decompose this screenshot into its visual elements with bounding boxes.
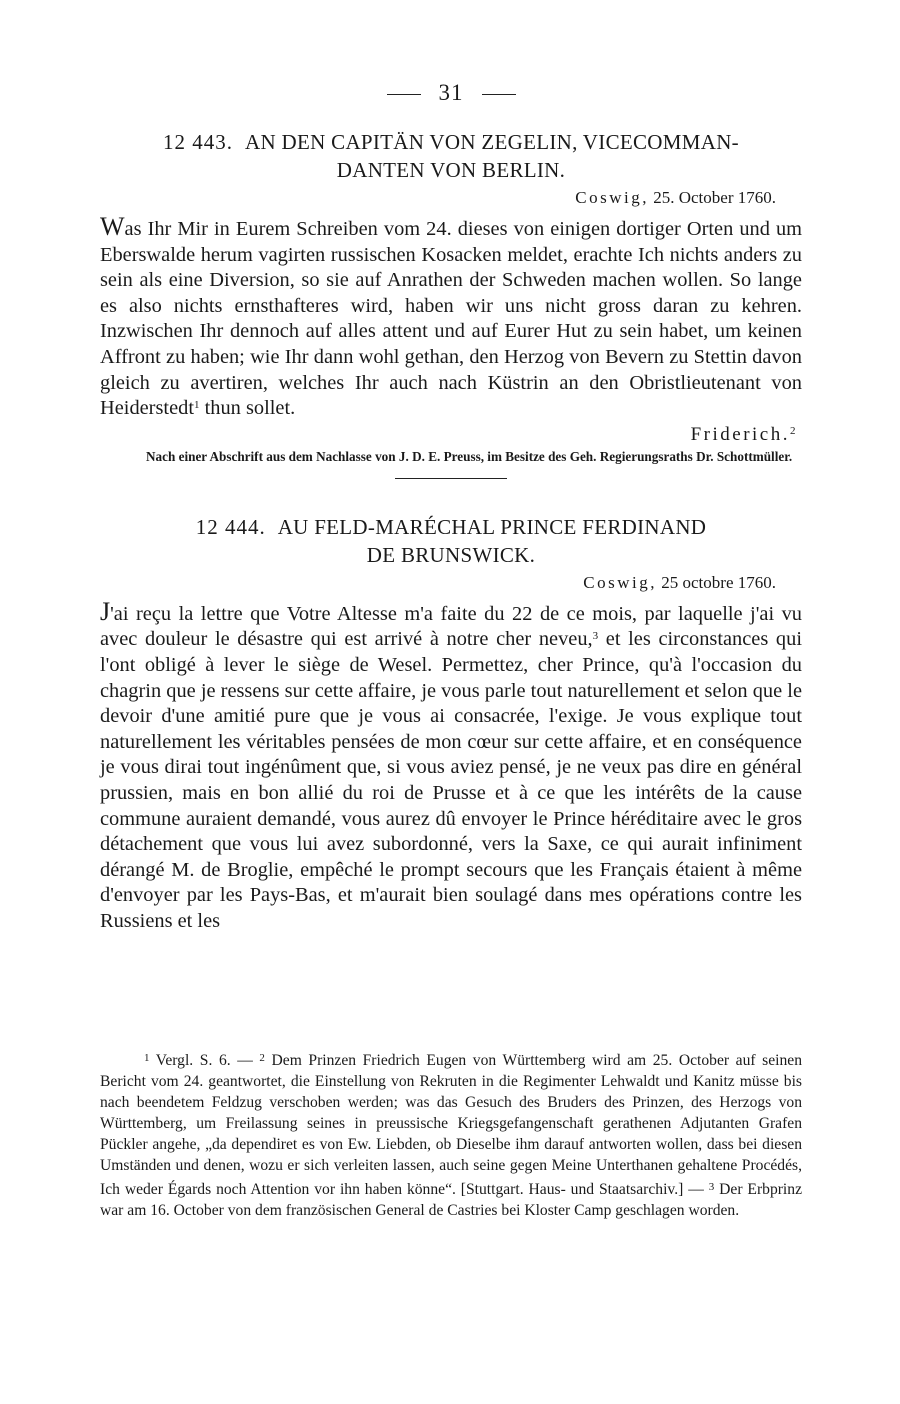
letter-title-line2-2: DE BRUNSWICK. [366,542,536,567]
page-number-row [100,80,802,106]
letter-number-2: 12 444. [195,514,266,539]
page-number: 31 [438,80,464,105]
letter-initial: W [100,212,125,241]
footnotes [100,1048,802,1221]
section-separator [395,478,507,479]
footnote-2-mark: 2 [259,1052,265,1064]
source-note: Nach einer Abschrift aus dem Nachlasse von J. D. E. Preuss, im Besitze des Geh. Regierungsraths Dr. Schottmüller. [146,448,793,464]
letter-heading-2 [100,513,802,569]
footnote-3-text: Der Erbprinz war am 16. October von dem französischen General de Castries bei Kloster Camp geschlagen worden. [100,1180,802,1219]
letter-title-line1-2: AU FELD-MARÉCHAL PRINCE FERDINAND [277,514,707,539]
letter-body [100,214,802,422]
signature-name: Friderich. [690,423,790,445]
letter-body-2 [100,596,802,935]
letter-text-2b: et les circonstances qui l'ont obligé à lever le siège de Wesel. Permettez, cher Prince, qu'à l'occasion du chagrin que je ressens sur cette affaire, je vous parle tout naturellement et selon que le devoir d'une amitié pure que je vous ai consacrée, l'exige. Je vous explique tout naturellement les véritables pensées de mon cœur sur cette affaire, et en conséquence je vous dirai tout ingénûment que, si vous aviez pensé, je ne veux pas dire en général prussien, mais en bon allié du roi de Prusse et à ce que les intérêts de la cause commune auraient demandé, vous aurez dû envoyer le Prince héréditaire avec le gros détachement que vous lui avez subordonné, vers la Saxe, ce qui aurait infiniment dérangé M. de Broglie, empêché le prompt secours que les Français étaient à même d'envoyer par les Pays-Bas, et m'aurait bien soulagé dans mes opérations contre les Russiens et les [100,628,802,932]
letter-place: Coswig, [575,188,649,207]
letter-text-end: thun sollet. [199,397,296,420]
signature-footnote-marker: 2 [790,424,798,437]
letter-text: as Ihr Mir in Eurem Schreiben vom 24. dieses von einigen dortiger Orten und um Eberswalde herum vagirten russischen Kosacken meldet, erachte Ich nichts anders zu sein als eine Diversion, so sie auf Anrathen der Schweden machen wollen. So lange es also nichts ernsthafteres wird, haben wir uns nicht gross daran zu kehren. Inzwischen Ihr dennoch auf alles attent und auf Eurer Hut zu sein habet, um keinen Affront zu haben; wie Ihr dann wohl gethan, den Herzog von Bevern zu Stettin davon gleich zu avertiren, welches Ihr auch nach Küstrin an den Obristlieutenant von Heiderstedt [100,218,802,420]
footnote-marker-3: 3 [592,630,599,643]
letter-date-2: 25 octobre 1760. [661,572,776,592]
signature [100,424,802,446]
page-number-rule-left [387,94,421,95]
page-number-rule-right [482,94,516,95]
letter-number: 12 443. [163,130,234,154]
letter-date: 25. October 1760. [653,188,776,207]
letter-text-2a: 'ai reçu la lettre que Votre Altesse m'a faite du 22 de ce mois, par laquelle j'ai vu avec douleur le désastre qui est arrivé à notre cher neveu, [100,602,802,651]
footnote-1-text: Vergl. S. 6. — [149,1052,260,1069]
letter-title-line2: DANTEN VON BERLIN. [336,158,566,182]
letter-place-2: Coswig, [583,572,658,592]
letter-dateline [100,188,802,208]
footnote-1-mark: 1 [144,1052,150,1064]
page-content [100,80,802,934]
footnote-3-mark: 3 [708,1180,715,1193]
letter-title-line1: AN DEN CAPITÄN VON ZEGELIN, VICECOMMAN- [245,130,739,154]
footnote-2-text: Dem Prinzen Friedrich Eugen von Württemberg wird am 25. October auf seinen Bericht vom 24. geantwortet, die Einstellung von Rekruten in die Regimenter Lehwaldt und Kanitz müsse bis nach beendetem Feldzug verschoben werden; was das Gesuch des Bruders des Prinzen, des Herzogs von Württemberg, um Freilassung seines in preussische Kriegsgefangenschaft gerathenen Adjutanten Grafen Pückler angehe, „da dependiret es von Ew. Liebden, ob Dieselbe ihm darauf antworten wollen, dass bei diesen Umständen und denen, wozu er sich verleiten lassen, auch seine gegen Meine Unterthanen gehaltene Procédés, Ich weder Égards noch Attention vor ihn haben könne“. [Stuttgart. Haus- und Staatsarchiv.] — [100,1052,802,1198]
letter-initial-2: J [100,596,111,626]
footnote-marker: 1 [194,399,200,412]
letter-heading [100,128,802,184]
letter-dateline-2 [100,573,802,593]
